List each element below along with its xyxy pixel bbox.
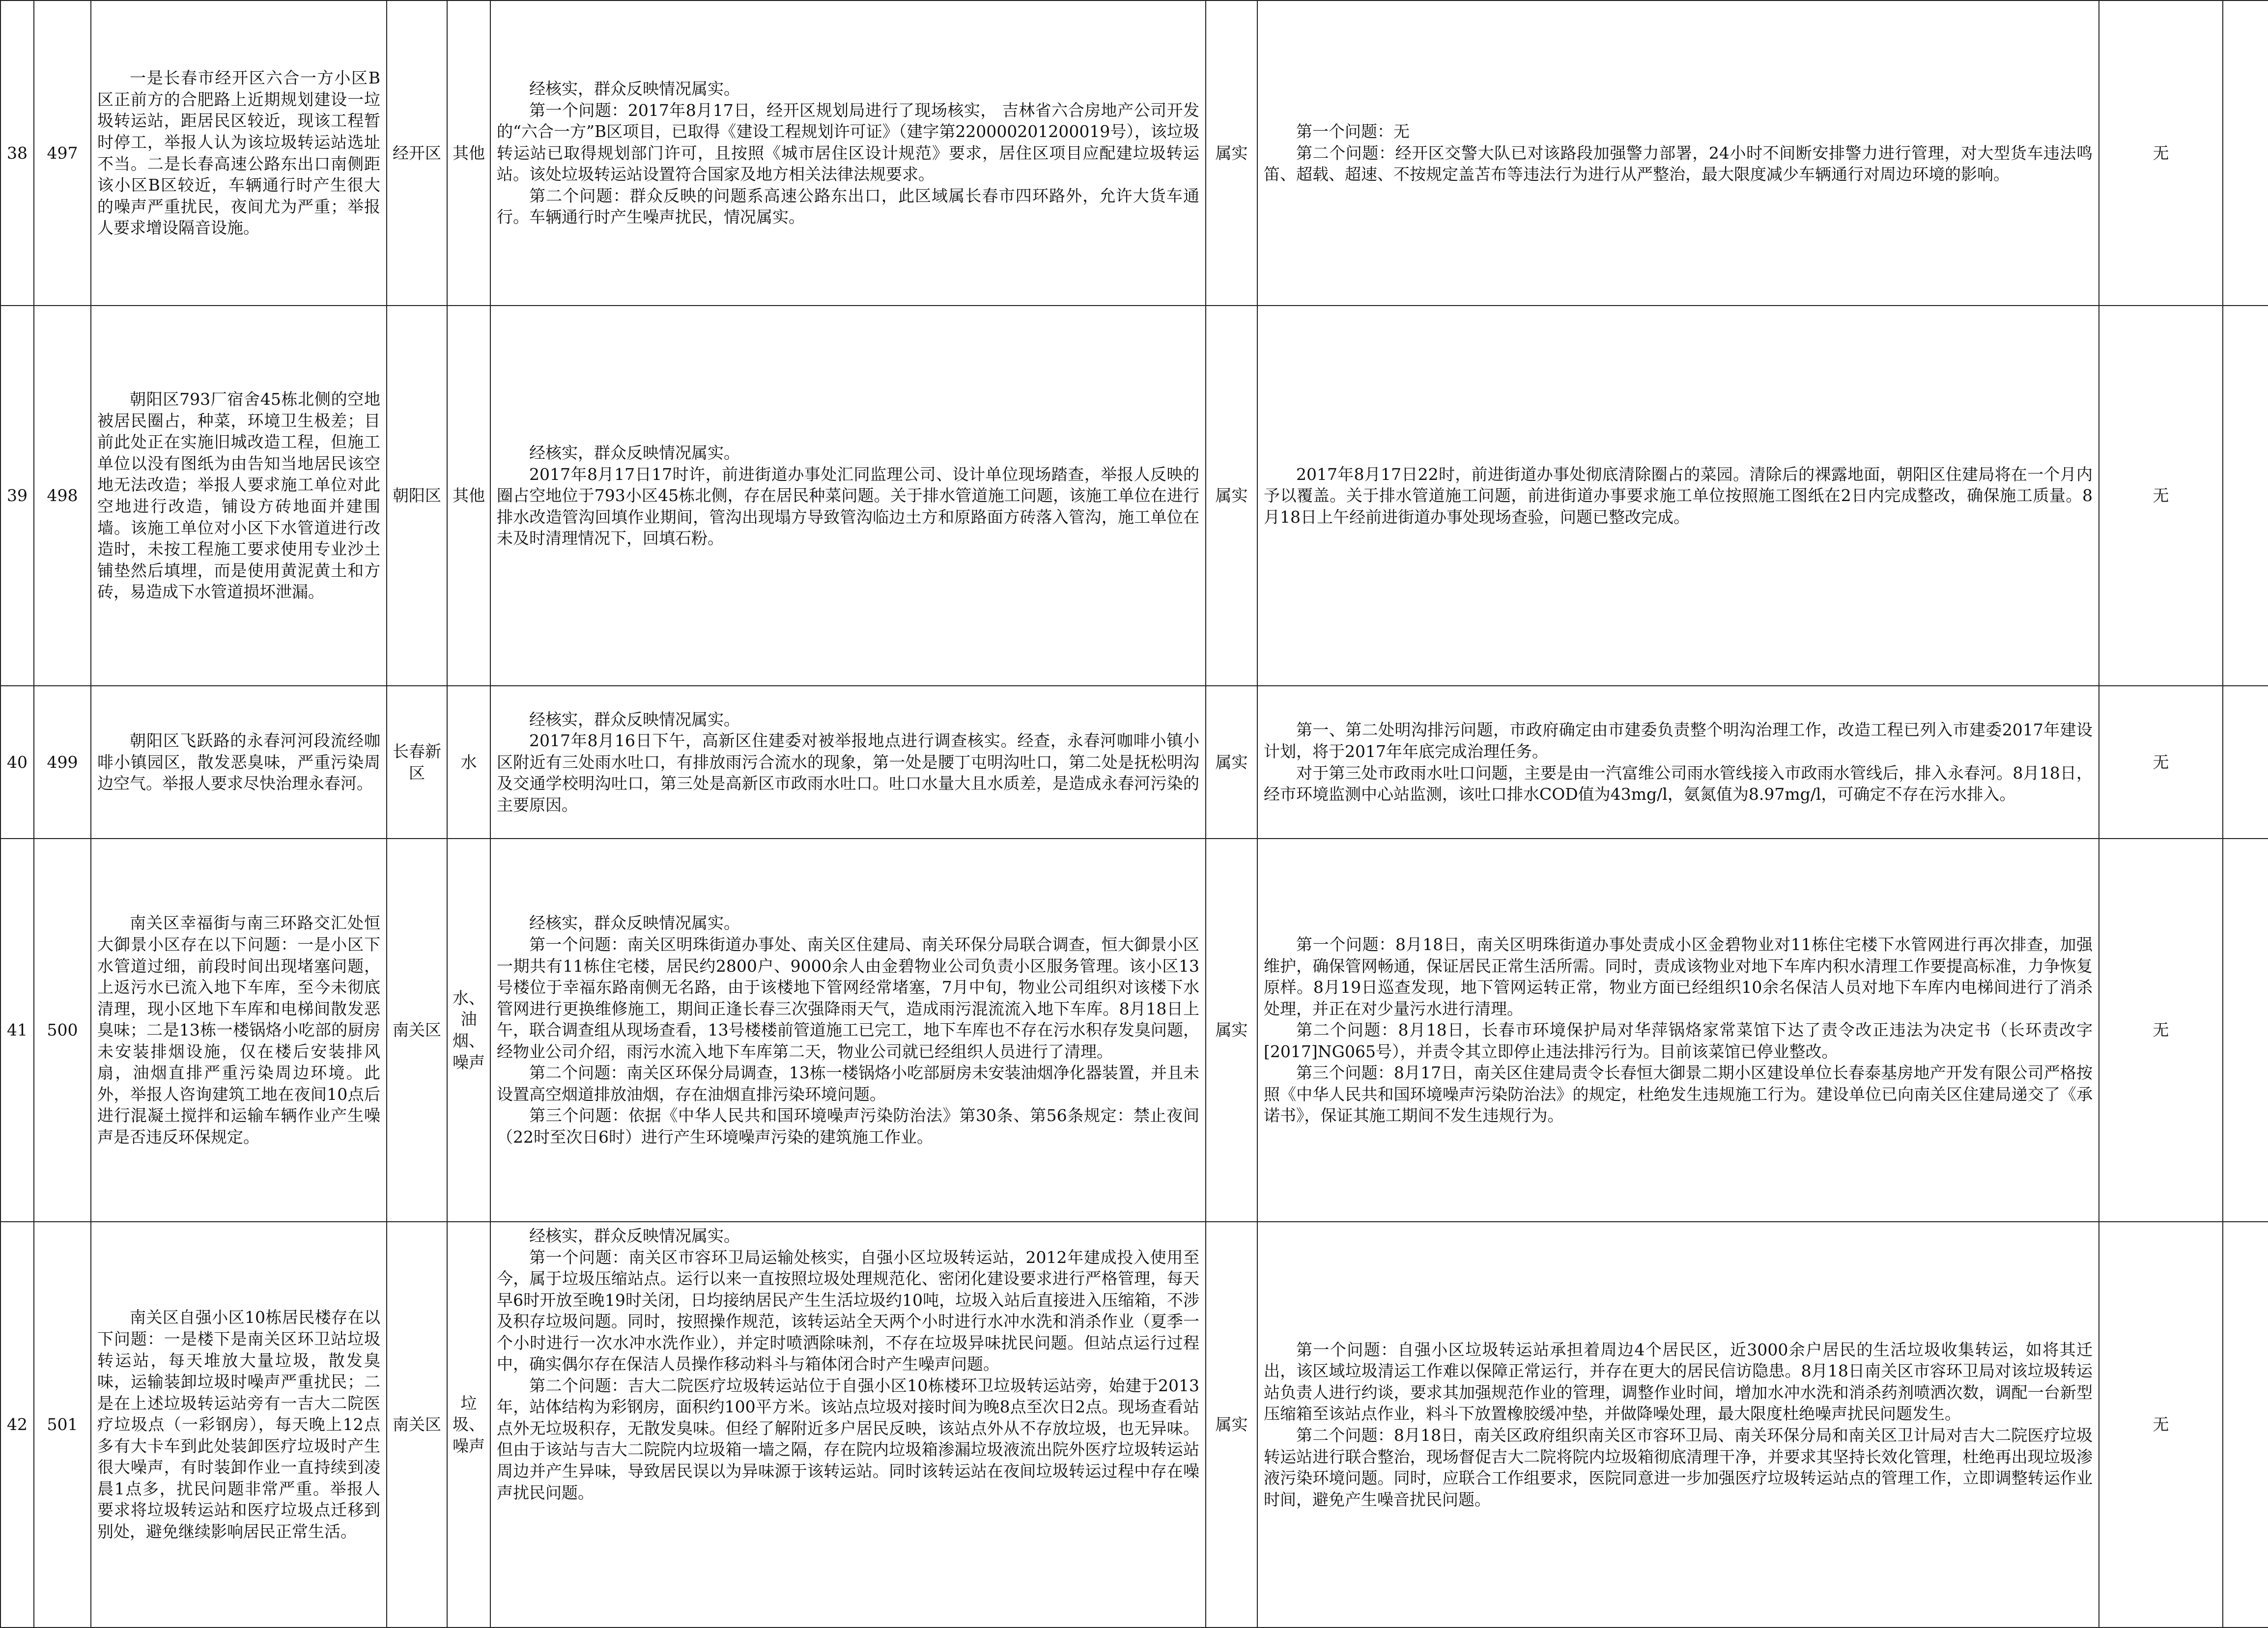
empty-cell <box>2223 306 2268 686</box>
row-number: 42 <box>0 1222 34 1628</box>
investigation-result-paragraph: 经核实，群众反映情况属实。 <box>529 913 740 933</box>
table-row <box>0 1222 2268 1628</box>
table-row <box>0 306 2268 686</box>
case-id: 498 <box>34 306 91 686</box>
handling-result-paragraph: 第一、第二处明沟排污问题，市政府确定由市建委负责整个明沟治理工作，改造工程已列入市建委2017年建设计划，将于2017年年底完成治理任务。 <box>1264 720 2093 761</box>
row-number: 38 <box>0 0 34 306</box>
complaint-paragraph: 南关区幸福街与南三环路交汇处恒大御景小区存在以下问题：一是小区下水管道过细，前段时间出现堵塞问题，上返污水已流入地下车库，至今未彻底清理，现小区地下车库和电梯间散发恶臭味；二是13栋一楼锅烙小吃部的厨房未安装排烟设施，仅在楼后安装排风扇，油烟直排严重污染周边环境。此外，举报人咨询建筑工地在夜间10点后进行混凝土搅拌和运输车辆作业产生噪声是否违反环保规定。 <box>97 913 380 1147</box>
investigation-result <box>490 0 1206 306</box>
district: 南关区 <box>387 1222 447 1628</box>
investigation-result-paragraph: 经核实，群众反映情况属实。 <box>529 709 740 729</box>
row-number: 40 <box>0 686 34 839</box>
table-row <box>0 686 2268 839</box>
row-number: 41 <box>0 839 34 1222</box>
investigation-result-paragraph: 第一个问题：南关区市容环卫局运输处核实，自强小区垃圾转运站，2012年建成投入使用至今，属于垃圾压缩站点。运行以来一直按照垃圾处理规范化、密闭化建设要求进行严格管理，每天早6时开放至晚19时关闭，日均接纳居民产生生活垃圾约10吨，垃圾入站后直接进入压缩箱，不涉及积存垃圾问题。同时，按照操作规范，该转运站全天两个小时进行水冲水洗和消杀作业（夏季一个小时进行一次水冲水洗作业），并定时喷洒除味剂，不存在垃圾异味扰民问题。但站点运行过程中，确实偶尔存在保洁人员操作移动料斗与箱体闭合时产生噪声问题。 <box>497 1247 1199 1374</box>
complaint-text <box>91 0 387 306</box>
complaint-paragraph: 朝阳区飞跃路的永春河河段流经咖啡小镇园区，散发恶臭味，严重污染周边空气。举报人要求尽快治理永春河。 <box>97 731 380 793</box>
handling-result-paragraph: 第二个问题：经开区交警大队已对该路段加强警力部署，24小时不间断安排警力进行管理，对大型货车违法鸣笛、超载、超速、不按规定盖苫布等违法行为进行从严整治，最大限度减少车辆通行对周边环境的影响。 <box>1264 143 2093 184</box>
handling-result-paragraph: 第三个问题：8月17日，南关区住建局责令长春恒大御景二期小区建设单位长春泰基房地产开发有限公司严格按照《中华人民共和国环境噪声污染防治法》的规定，杜绝发生违规施工行为。建设单位已向南关区住建局递交了《承诺书》，保证其施工期间不发生违规行为。 <box>1264 1063 2093 1125</box>
complaint-paragraph: 一是长春市经开区六合一方小区B区正前方的合肥路上近期规划建设一垃圾转运站，距居民区较近，现该工程暂时停工，举报人认为该垃圾转运站选址不当。二是长春高速公路东出口南侧距该小区B区较近，车辆通行时产生很大的噪声严重扰民，夜间尤为严重；举报人要求增设隔音设施。 <box>97 68 380 238</box>
handling-result-paragraph: 第二个问题：8月18日，南关区政府组织南关区市容环卫局、南关环保分局和南关区卫计局对吉大二院医疗垃圾转运站进行联合整治，现场督促吉大二院将院内垃圾箱彻底清理干净，并要求其坚持长效化管理，杜绝再出现垃圾渗液污染环境问题。同时，应联合工作组要求，医院同意进一步加强医疗垃圾转运站点的管理工作，立即调整转运作业时间，避免产生噪音扰民问题。 <box>1264 1426 2093 1509</box>
handling-result-paragraph: 第一个问题：无 <box>1296 122 1410 141</box>
accountability: 无 <box>2099 686 2223 839</box>
handling-result-paragraph: 2017年8月17日22时，前进街道办事处彻底清除圈占的菜园。清除后的裸露地面，朝阳区住建局将在一个月内予以覆盖。关于排水管道施工问题，前进街道办事要求施工单位按照施工图纸在2日内完成整改，确保施工质量。8月18日上午经前进街道办事处现场查验，问题已整改完成。 <box>1264 464 2093 527</box>
handling-result-paragraph: 第一个问题：8月18日，南关区明珠街道办事处责成小区金碧物业对11栋住宅楼下水管网进行再次排查，加强维护，确保管网畅通，保证居民正常生活所需。同时，责成该物业对地下车库内积水清理工作要提高标准，力争恢复原样。8月19日巡查发现，地下管网运转正常，物业方面已经组织10余名保洁人员对地下车库内电梯间进行了消杀处理，并正在对少量污水进行清理。 <box>1264 935 2093 1018</box>
case-id: 497 <box>34 0 91 306</box>
case-id: 501 <box>34 1222 91 1628</box>
handling-result <box>1257 686 2099 839</box>
table-row <box>0 0 2268 306</box>
handling-result-paragraph: 第二个问题：8月18日，长春市环境保护局对华萍锅烙家常菜馆下达了责令改正违法为决定书（长环责改字[2017]NG065号），并责令其立即停止违法排污行为。目前该菜馆已停业整改。 <box>1264 1020 2093 1061</box>
verdict: 属实 <box>1206 686 1257 839</box>
investigation-result-paragraph: 经核实，群众反映情况属实。 <box>529 443 740 463</box>
verdict: 属实 <box>1206 839 1257 1222</box>
district: 经开区 <box>387 0 447 306</box>
verdict: 属实 <box>1206 0 1257 306</box>
handling-result <box>1257 839 2099 1222</box>
complaint-text <box>91 306 387 686</box>
investigation-result-paragraph: 2017年8月17日17时许，前进街道办事处汇同监理公司、设计单位现场踏查，举报人反映的圈占空地位于793小区45栋北侧，存在居民种菜问题。关于排水管道施工问题，该施工单位在进行排水改造管沟回填作业期间，管沟出现塌方导致管沟临边土方和原路面方砖落入管沟，施工单位在未及时清理情况下，回填石粉。 <box>497 464 1199 548</box>
empty-cell <box>2223 1222 2268 1628</box>
verdict: 属实 <box>1206 306 1257 686</box>
investigation-result-paragraph: 第三个问题：依据《中华人民共和国环境噪声污染防治法》第30条、第56条规定：禁止夜间（22时至次日6时）进行产生环境噪声污染的建筑施工作业。 <box>497 1106 1199 1147</box>
investigation-result <box>490 839 1206 1222</box>
table-row <box>0 839 2268 1222</box>
pollution-category: 水、油烟、噪声 <box>447 839 490 1222</box>
accountability: 无 <box>2099 839 2223 1222</box>
row-number: 39 <box>0 306 34 686</box>
case-id: 499 <box>34 686 91 839</box>
investigation-result-paragraph: 第二个问题：吉大二院医疗垃圾转运站位于自强小区10栋楼环卫垃圾转运站旁，始建于2013年，站体结构为彩钢房，面积约100平方米。该站点垃圾对接时间为晚8点至次日2点。现场查看站点外无垃圾积存，无散发臭味。但经了解附近多户居民反映，该站点外从不存放垃圾，也无异味。但由于该站与吉大二院院内垃圾箱一墙之隔，存在院内垃圾箱渗漏垃圾液流出院外医疗垃圾转运站周边并产生异味，导致居民误以为异味源于该转运站。同时该转运站在夜间垃圾转运过程中存在噪声扰民问题。 <box>497 1375 1199 1502</box>
complaint-text <box>91 839 387 1222</box>
empty-cell <box>2223 686 2268 839</box>
accountability: 无 <box>2099 306 2223 686</box>
investigation-result-paragraph: 第二个问题：群众反映的问题系高速公路东出口，此区域属长春市四环路外，允许大货车通行。车辆通行时产生噪声扰民，情况属实。 <box>497 186 1199 227</box>
empty-cell <box>2223 0 2268 306</box>
investigation-result-paragraph: 第二个问题：南关区环保分局调查，13栋一楼锅烙小吃部厨房未安装油烟净化器装置，并且未设置高空烟道排放油烟，存在油烟直排污染环境问题。 <box>497 1063 1199 1104</box>
pollution-category: 其他 <box>447 306 490 686</box>
verdict: 属实 <box>1206 1222 1257 1628</box>
investigation-result <box>490 306 1206 686</box>
complaint-text <box>91 686 387 839</box>
investigation-result <box>490 686 1206 839</box>
district: 长春新区 <box>387 686 447 839</box>
investigation-result-paragraph: 第一个问题：2017年8月17日，经开区规划局进行了现场核实， 吉林省六合房地产公司开发的“六合一方”B区项目，已取得《建设工程规划许可证》（建字第220000201200019号），该垃圾转运站已取得规划部门许可，且按照《城市居住区设计规范》要求，居住区项目应配建垃圾转运站。该处垃圾转运站设置符合国家及地方相关法律法规要求。 <box>497 100 1199 184</box>
district: 南关区 <box>387 839 447 1222</box>
pollution-category: 水 <box>447 686 490 839</box>
complaint-paragraph: 南关区自强小区10栋居民楼存在以下问题：一是楼下是南关区环卫站垃圾转运站，每天堆放大量垃圾，散发臭味，运输装卸垃圾时噪声严重扰民；二是在上述垃圾转运站旁有一吉大二院医疗垃圾点（一彩钢房），每天晚上12点多有大卡车到此处装卸医疗垃圾时产生很大噪声，有时装卸作业一直持续到凌晨1点多，扰民问题非常严重。举报人要求将垃圾转运站和医疗垃圾点迁移到别处，避免继续影响居民正常生活。 <box>97 1308 380 1541</box>
handling-result-paragraph: 对于第三处市政雨水吐口问题，主要是由一汽富维公司雨水管线接入市政雨水管线后，排入永春河。8月18日，经市环境监测中心站监测，该吐口排水COD值为43mg/l，氨氮值为8.97mg/l，可确定不存在污水排入。 <box>1264 763 2093 804</box>
investigation-result-paragraph: 经核实，群众反映情况属实。 <box>529 79 740 99</box>
accountability: 无 <box>2099 0 2223 306</box>
handling-result <box>1257 306 2099 686</box>
empty-cell <box>2223 839 2268 1222</box>
district: 朝阳区 <box>387 306 447 686</box>
complaint-paragraph: 朝阳区793厂宿舍45栋北侧的空地被居民圈占，种菜，环境卫生极差；目前此处正在实施旧城改造工程，但施工单位以没有图纸为由告知当地居民该空地无法改造；举报人要求施工单位对此空地进行改造，铺设方砖地面并建围墙。该施工单位对小区下水管道进行改造时，未按工程施工要求使用专业沙土铺垫然后填埋，而是使用黄泥黄土和方砖，易造成下水管道损坏泄漏。 <box>97 390 380 602</box>
investigation-result <box>490 1222 1206 1628</box>
case-id: 500 <box>34 839 91 1222</box>
investigation-result-paragraph: 经核实，群众反映情况属实。 <box>529 1226 740 1245</box>
investigation-result-paragraph: 第一个问题：南关区明珠街道办事处、南关区住建局、南关环保分局联合调查，恒大御景小区一期共有11栋住宅楼，居民约2800户、9000余人由金碧物业公司负责小区服务管理。该小区13号楼位于幸福东路南侧无名路，由于该楼地下管网经常堵塞，7月中旬，物业公司组织对该楼下水管网进行更换维修施工，期间正逢长春三次强降雨天气，造成雨污混流流入地下车库。8月18日上午，联合调查组从现场查看，13号楼楼前管道施工已完工，地下车库也不存在污水积存发臭问题，经物业公司介绍，雨污水流入地下车库第二天，物业公司就已经组织人员进行了清理。 <box>497 935 1199 1061</box>
handling-result <box>1257 0 2099 306</box>
accountability: 无 <box>2099 1222 2223 1628</box>
investigation-result-paragraph: 2017年8月16日下午，高新区住建委对被举报地点进行调查核实。经查，永春河咖啡小镇小区附近有三处雨水吐口，有排放雨污合流水的现象，第一处是腰丁屯明沟吐口，第二处是抚松明沟及交通学校明沟吐口，第三处是高新区市政雨水吐口。吐口水量大且水质差，是造成永春河污染的主要原因。 <box>497 731 1199 814</box>
handling-result-paragraph: 第一个问题：自强小区垃圾转运站承担着周边4个居民区，近3000余户居民的生活垃圾收集转运，如将其迁出，该区域垃圾清运工作难以保障正常运行，并存在更大的居民信访隐患。8月18日南关区市容环卫局对该垃圾转运站负责人进行约谈，要求其加强规范作业的管理，调整作业时间，增加水冲水洗和消杀药剂喷洒次数，调配一台新型压缩箱至该站点作业，料斗下放置橡胶缓冲垫，并做降噪处理，最大限度杜绝噪声扰民问题发生。 <box>1264 1340 2093 1424</box>
handling-result <box>1257 1222 2099 1628</box>
complaint-text <box>91 1222 387 1628</box>
pollution-category: 其他 <box>447 0 490 306</box>
pollution-category: 垃圾、噪声 <box>447 1222 490 1628</box>
